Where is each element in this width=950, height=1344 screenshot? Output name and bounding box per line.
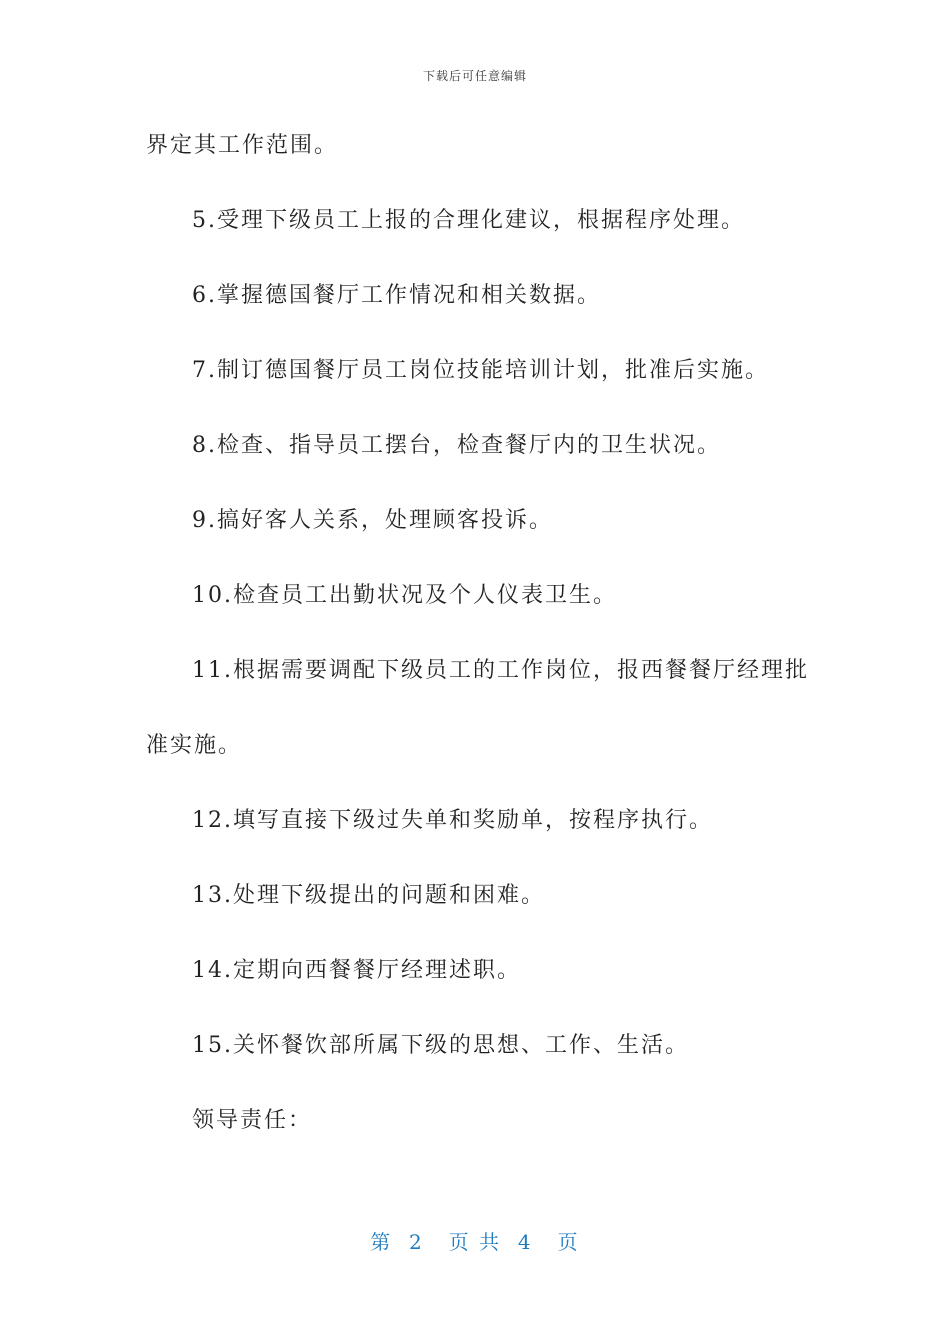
page-number-footer: 第 2 页 共 4 页: [370, 1230, 580, 1254]
document-body: [146, 127, 826, 1177]
list-item-9: 9.搞好客人关系，处理顾客投诉。: [192, 508, 553, 533]
list-item-12: 12.填写直接下级过失单和奖励单，按程序执行。: [192, 808, 713, 833]
list-item-5: 5.受理下级员工上报的合理化建议，根据程序处理。: [192, 208, 745, 233]
list-item-13: 13.处理下级提出的问题和困难。: [192, 883, 545, 908]
section-heading: 领导责任：: [192, 1108, 313, 1133]
list-item-15: 15.关怀餐饮部所属下级的思想、工作、生活。: [192, 1033, 689, 1058]
header-note: 下载后可任意编辑: [422, 69, 527, 83]
list-item-6: 6.掌握德国餐厅工作情况和相关数据。: [192, 283, 601, 308]
list-item-11-continuation: 准实施。: [146, 733, 243, 758]
list-item-11: 11.根据需要调配下级员工的工作岗位，报西餐餐厅经理批: [192, 658, 809, 683]
list-item-10: 10.检查员工出勤状况及个人仪表卫生。: [192, 583, 617, 608]
paragraph-line: 界定其工作范围。: [146, 133, 339, 158]
list-item-14: 14.定期向西餐餐厅经理述职。: [192, 958, 521, 983]
list-item-8: 8.检查、指导员工摆台，检查餐厅内的卫生状况。: [192, 433, 721, 458]
list-item-7: 7.制订德国餐厅员工岗位技能培训计划，批准后实施。: [192, 358, 769, 383]
